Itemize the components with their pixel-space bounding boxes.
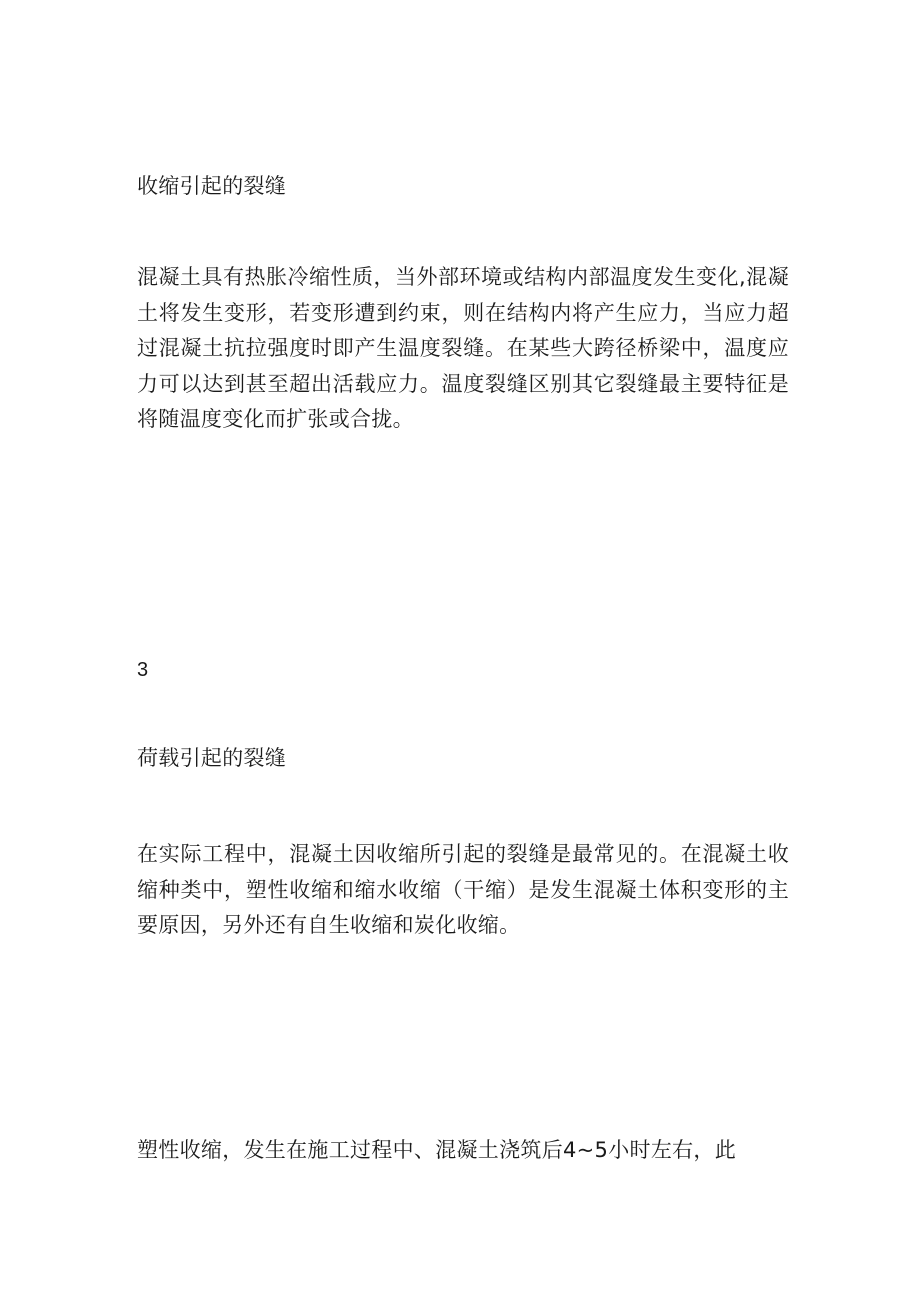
section-heading-shrinkage-cracks: 收缩引起的裂缝 xyxy=(137,174,287,198)
paragraph-thermal-cracks: 混凝土具有热胀冷缩性质，当外部环境或结构内部温度发生变化,混凝土将发生变形，若变形遭到约束，则在结构内将产生应力，当应力超过混凝土抗拉强度时即产生温度裂缝。在某些大跨径桥梁中，温度应力可以达到甚至超出活载应力。温度裂缝区别其它裂缝最主要特征是将随温度变化而扩张或合拢。 xyxy=(137,265,789,431)
section-heading-load-cracks: 荷载引起的裂缝 xyxy=(137,746,287,770)
paragraph-shrinkage-types: 在实际工程中，混凝土因收缩所引起的裂缝是最常见的。在混凝土收缩种类中，塑性收缩和缩水收缩（干缩）是发生混凝土体积变形的主要原因，另外还有自生收缩和炭化收缩。 xyxy=(137,842,789,937)
section-number: 3 xyxy=(137,659,149,681)
paragraph-plastic-shrinkage: 塑性收缩，发生在施工过程中、混凝土浇筑后4~5小时左右，此 xyxy=(137,1138,737,1162)
